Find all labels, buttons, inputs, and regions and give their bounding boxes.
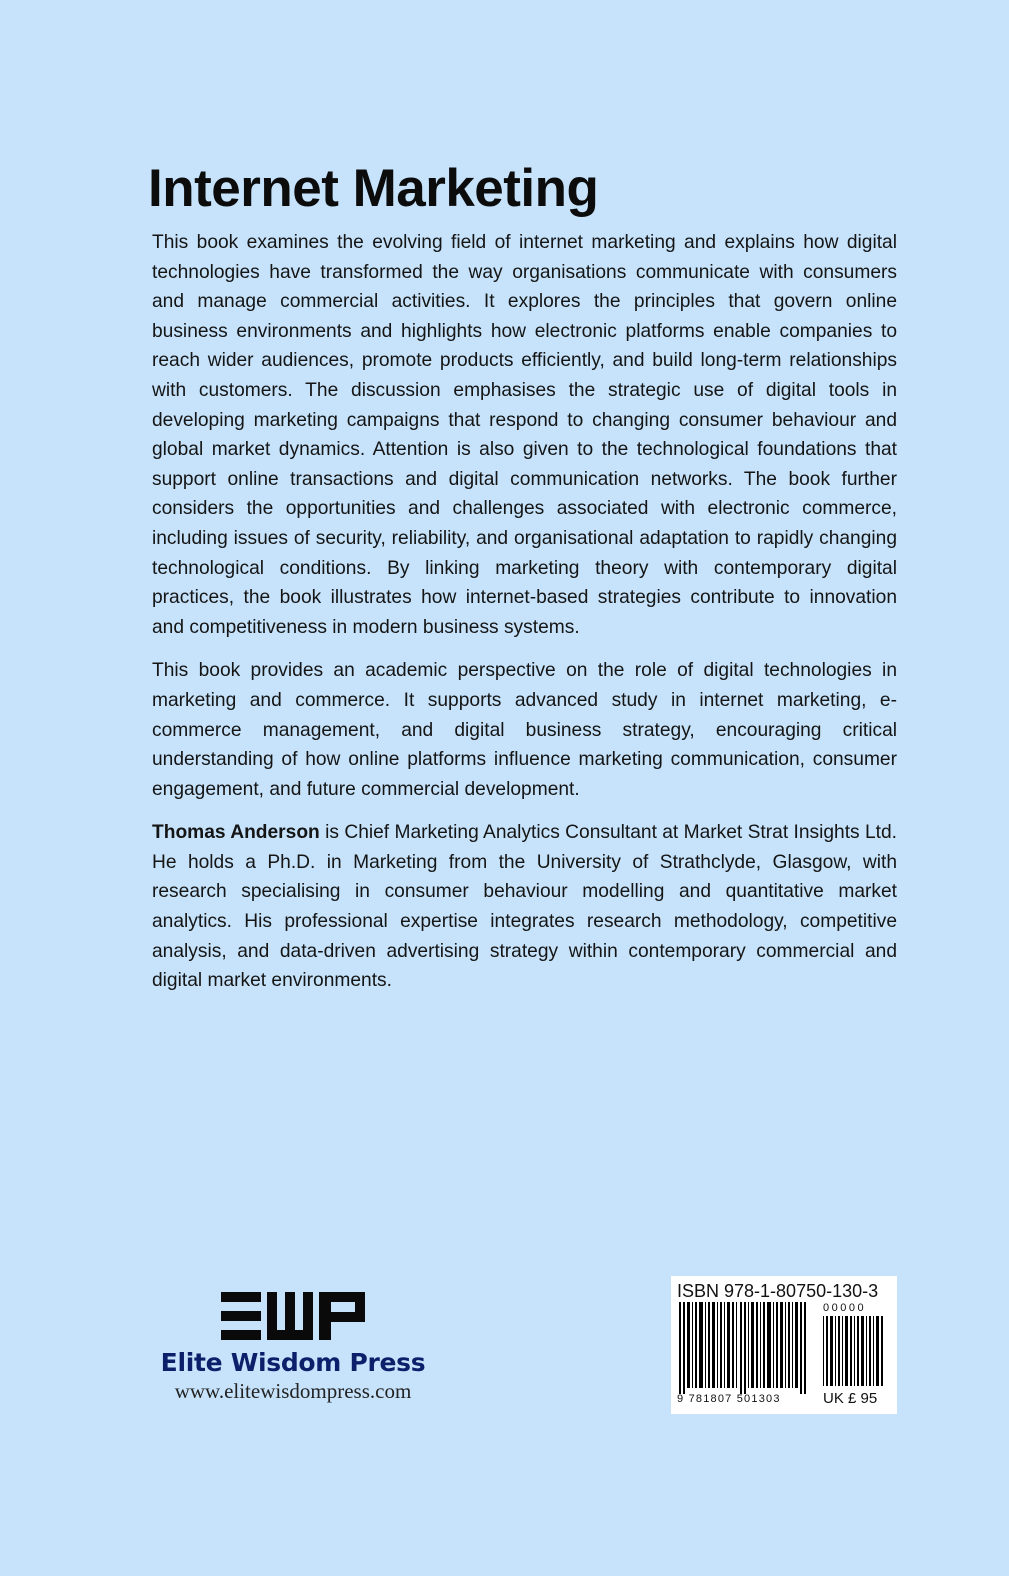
description-paragraph-2: This book provides an academic perspective on the role of digital technologies in marketing and commerce. It supports advanced study in internet marketing, e-commerce management, and digital business strategy, encouraging critical understanding of how online platforms influence marketing communication, consumer engagement, and future commercial development. (152, 660, 897, 800)
isbn-barcode (671, 1276, 897, 1414)
publisher-block (148, 1290, 438, 1404)
book-title: Internet Marketing (148, 159, 599, 218)
author-bio (152, 818, 897, 996)
publisher-url: www.elitewisdompress.com (174, 1379, 412, 1403)
isbn-number: ISBN 978-1-80750-130-3 (677, 1281, 879, 1301)
barcode-addon-bars-icon (821, 1316, 885, 1386)
back-cover-blurb (152, 228, 897, 1010)
publisher-logo (148, 1290, 438, 1342)
author-bio-text: is Chief Marketing Analytics Consultant at Market Strat Insights Ltd. He holds a Ph.D. in Marketing from the University of Strathclyde, Glasgow, with research specialising in consumer behaviour modelling and quantitative market analytics. His professional expertise integrates research methodology, competitive analysis, and data-driven advertising strategy within contemporary commercial and digital market environments. (152, 822, 897, 992)
barcode-addon-digits: 00000 (823, 1302, 867, 1314)
description-paragraph-1: This book examines the evolving field of internet marketing and explains how digital technologies have transformed the way organisations communicate with consumers and manage commercial activities. It explores the principles that govern online business environments and highlights how electronic platforms enable companies to reach wider audiences, promote products efficiently, and build long-term relationships with customers. The discussion emphasises the strategic use of digital tools in developing marketing campaigns that respond to changing consumer behaviour and global market dynamics. Attention is also given to the technological foundations that support online transactions and digital communication networks. The book further considers the opportunities and challenges associated with electronic commerce, including issues of security, reliability, and organisational adaptation to rapidly changing technological conditions. By linking marketing theory with contemporary digital practices, the book illustrates how internet-based strategies contribute to innovation and competitiveness in modern business systems. (152, 232, 897, 638)
barcode-bars-icon (677, 1302, 817, 1394)
publisher-name: Elite Wisdom Press (160, 1348, 426, 1377)
price-label: UK £ 95 (823, 1390, 878, 1407)
barcode-digits: 9 781807 501303 (677, 1393, 781, 1405)
author-name: Thomas Anderson (152, 822, 320, 844)
